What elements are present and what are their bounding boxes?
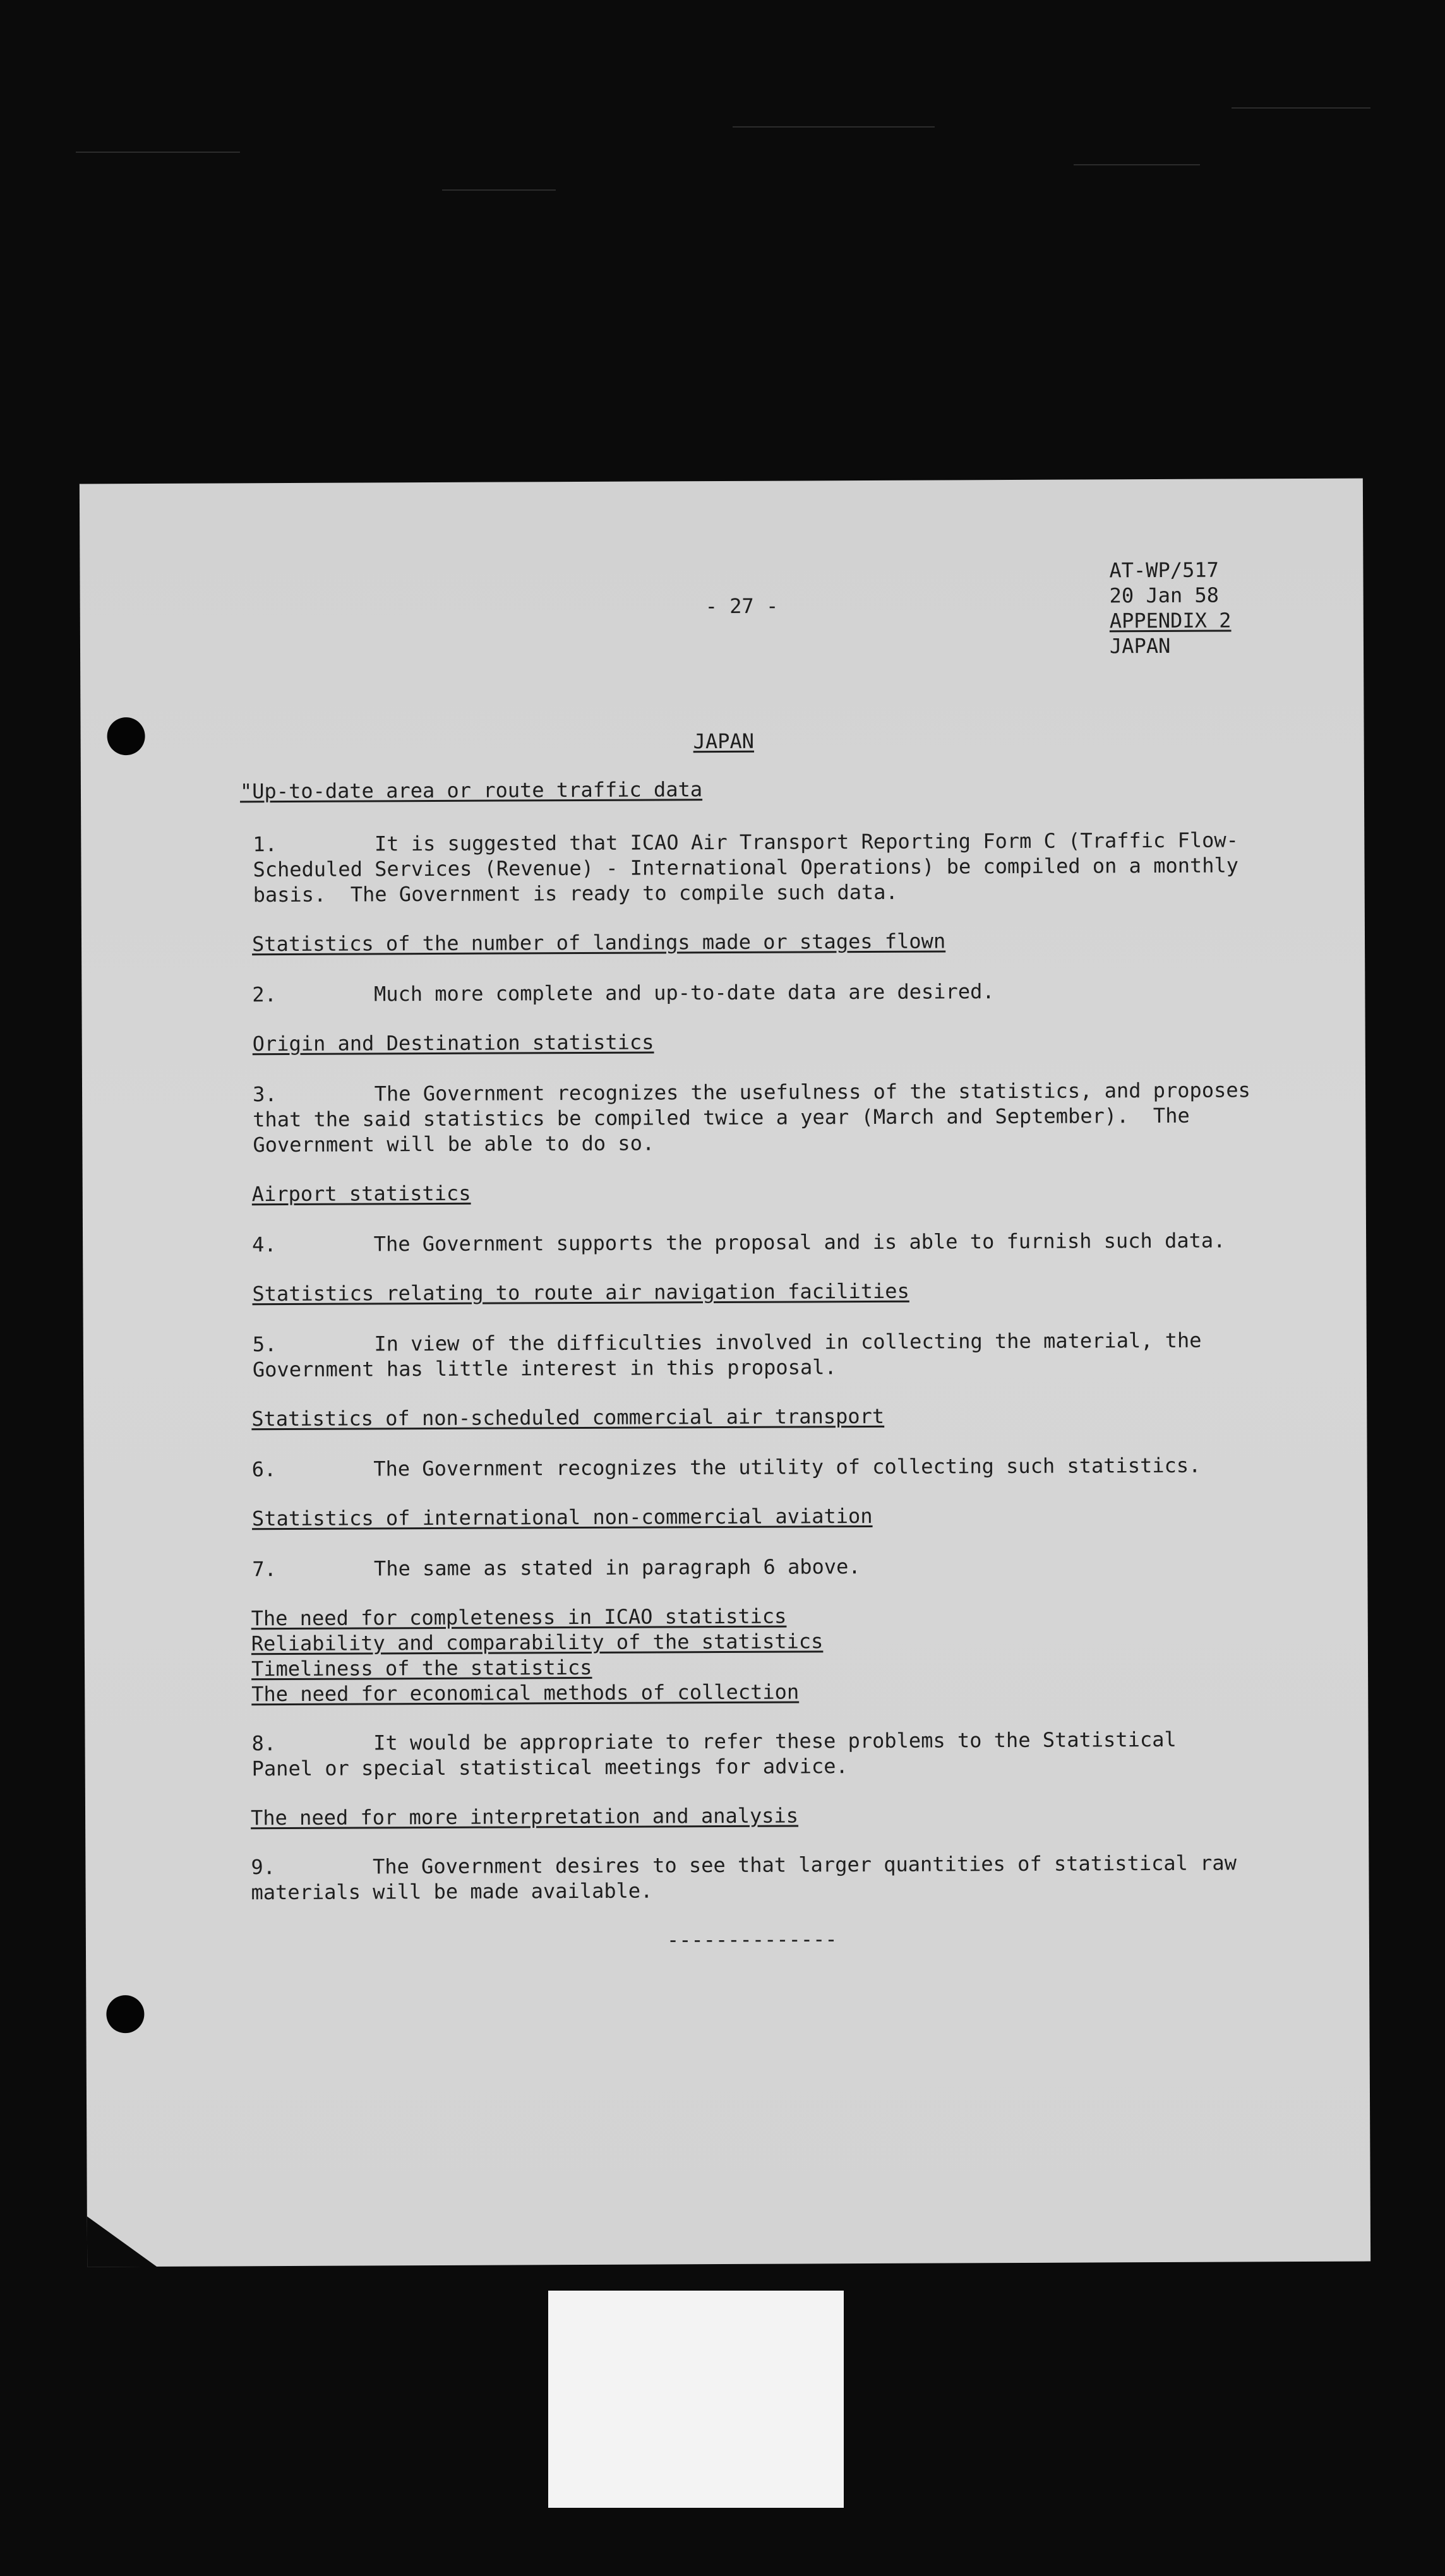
document-body	[80, 479, 1370, 2267]
section-heading: Timeliness of the statistics	[251, 1655, 592, 1681]
section-heading: Reliability and comparability of the statistics	[251, 1629, 824, 1656]
blank-label-card	[548, 2291, 844, 2508]
paragraph-line: basis. The Government is ready to compile such data.	[253, 880, 898, 907]
film-scratch	[1074, 164, 1200, 165]
paragraph-line: 9. The Government desires to see that larger quantities of statistical raw	[251, 1851, 1237, 1880]
section-heading: Statistics of international non-commercial aviation	[251, 1503, 873, 1531]
section-heading: Origin and Destination statistics	[252, 1030, 654, 1056]
paragraph-line: materials will be made available.	[251, 1878, 653, 1905]
paragraph-line: Scheduled Services (Revenue) - International Operations) be compiled on a monthly	[253, 853, 1239, 882]
document-page	[80, 479, 1370, 2267]
section-heading: The need for economical methods of collection	[251, 1679, 800, 1707]
paragraph-line: 1. It is suggested that ICAO Air Transport Reporting Form C (Traffic Flow-	[253, 828, 1238, 857]
doc-date: 20 Jan 58	[1109, 583, 1220, 608]
section-heading: Statistics relating to route air navigation facilities	[252, 1279, 909, 1306]
appendix-country: JAPAN	[1109, 633, 1171, 659]
paragraph-line: Panel or special statistical meetings for advice.	[251, 1754, 848, 1781]
paragraph-line: that the said statistics be compiled twice a year (March and September). The	[253, 1103, 1190, 1132]
section-heading: Statistics of the number of landings made or stages flown	[251, 929, 946, 957]
appendix-label: APPENDIX 2	[1109, 608, 1232, 633]
paragraph-line: 6. The Government recognizes the utility of collecting such statistics.	[251, 1453, 1201, 1482]
section-heading: Statistics of non-scheduled commercial air transport	[251, 1404, 885, 1431]
page-number: - 27 -	[705, 593, 779, 619]
section-heading: Airport statistics	[251, 1181, 471, 1207]
paragraph-line: 5. In view of the difficulties involved in collecting the material, the	[252, 1328, 1202, 1357]
film-scratch	[76, 152, 240, 153]
film-scratch	[442, 189, 556, 191]
paragraph-line: 3. The Government recognizes the usefulness of the statistics, and proposes	[252, 1078, 1250, 1107]
document-title: JAPAN	[693, 729, 755, 754]
paragraph-line: Government has little interest in this proposal.	[252, 1355, 837, 1382]
film-scratch	[1232, 107, 1370, 109]
film-scratch	[733, 126, 935, 128]
doc-reference: AT-WP/517	[1109, 558, 1219, 583]
paragraph-line: 4. The Government supports the proposal and is able to furnish such data.	[252, 1228, 1226, 1257]
section-heading: The need for completeness in ICAO statistics	[251, 1604, 787, 1631]
end-rule: --------------	[666, 1927, 837, 1952]
paragraph-line: 7. The same as stated in paragraph 6 above.	[252, 1554, 861, 1582]
paragraph-line: Government will be able to do so.	[253, 1131, 655, 1157]
section-heading: The need for more interpretation and analysis	[250, 1803, 799, 1830]
paragraph-line: 2. Much more complete and up-to-date data are desired.	[252, 979, 995, 1007]
paragraph-line: 8. It would be appropriate to refer these problems to the Statistical	[251, 1727, 1177, 1756]
section-heading: "Up-to-date area or route traffic data	[239, 777, 703, 804]
